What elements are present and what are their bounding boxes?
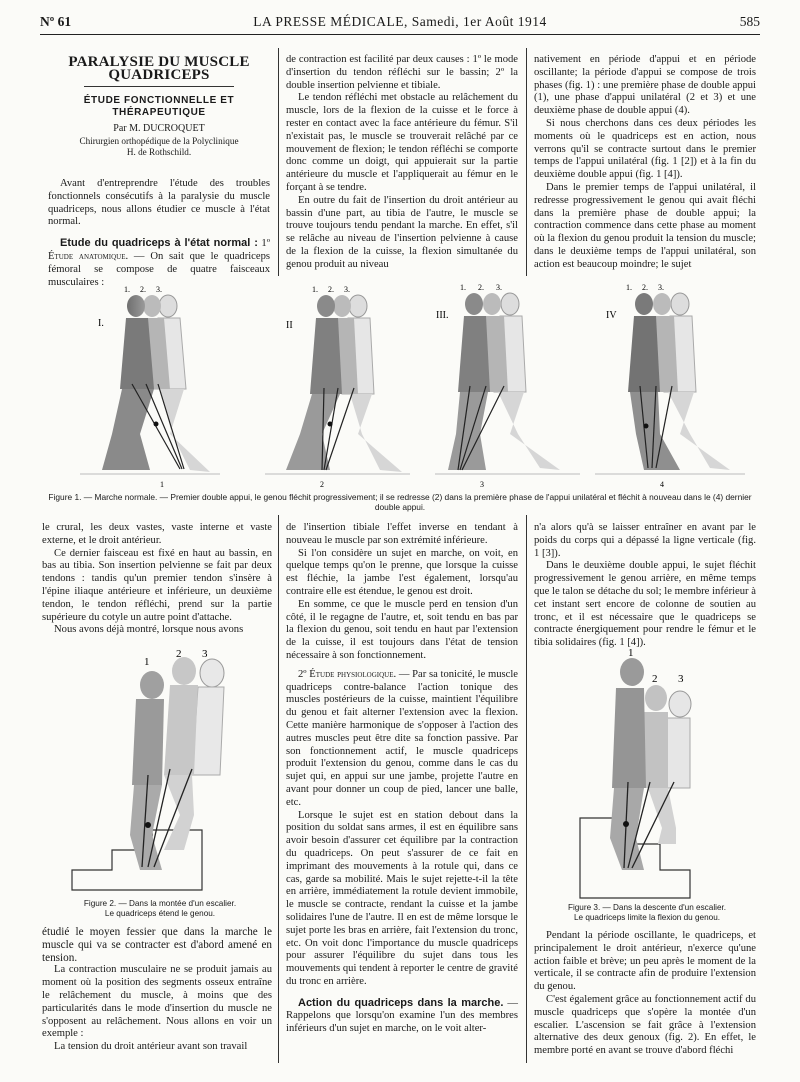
- figure-1-label-II: II: [286, 320, 293, 331]
- figure-1-number: 4: [660, 480, 664, 489]
- article-title: PARALYSIE DU MUSCLE QUADRICEPS: [68, 54, 250, 83]
- column-1-top: [48, 54, 270, 288]
- position-label: 1.: [626, 283, 632, 292]
- figure-1-caption: Figure 1. — Marche normale. — Premier double appui, le genou fléchit progressivement; il se redresse (2) dans la première phase de l'appui unilatéral et fléchit à nouveau dans le (4) dernier double appui.: [48, 492, 752, 513]
- position-label: 2.: [642, 283, 648, 292]
- paragraph: Etude du quadriceps à l'état normal : 1º Étude anatomique. — On sait que le quadriceps fémoral se compose de quatre faisceaux musculaires :: [48, 237, 270, 288]
- paragraph: de contraction est facilité par deux causes : 1º le mode d'insertion du tendon réfléchi sur le bassin; 2º la double insertion pelvienne et tibiale.: [286, 54, 518, 91]
- figure-3-label: 1: [628, 647, 634, 659]
- affiliation-2: H. de Rothschild.: [126, 146, 192, 157]
- section-heading: Action du quadriceps dans la marche.: [298, 996, 504, 1009]
- column-1-bottom-lower: [42, 926, 272, 1066]
- figure-2-label: 1: [144, 656, 150, 668]
- figure-2-illustration: [52, 645, 262, 895]
- column-3-bottom-lower: [534, 930, 756, 1070]
- paragraph: En outre du fait de l'insertion du droit antérieur au bassin d'une part, au tibia de l'autre, le muscle se trouve toujours tendu pendant la marche. En effet, s'il se relâche au niveau de l'insertion pelvienne à cause de la flexion de la cuisse, la flexion simultanée du genou produit au niveau: [286, 194, 518, 270]
- page-number: 585: [739, 14, 760, 29]
- figure-3-label: 2: [652, 673, 658, 685]
- paragraph: le crural, les deux vastes, vaste interne et vaste externe, et le droit antérieur.: [42, 522, 272, 546]
- title-rule: [84, 86, 234, 87]
- figure-1-label-III: III.: [436, 310, 449, 321]
- walking-figure-group-3: [435, 293, 580, 474]
- paragraph: Ce dernier faisceau est fixé en haut au bassin, en bas au tibia. Son insertion pelvienne se fait par deux tendons : tandis qu'un premier tendon s'insère à l'épine iliaque antérieure et inférieure, un deuxième tendon, le tendon réfléchi, prend sur la partie supérieure du cotyle un autre point d'attache.: [42, 547, 272, 623]
- column-3-bottom-upper: [534, 522, 756, 652]
- position-label: 2.: [328, 285, 334, 294]
- paragraph: Dans le deuxième double appui, le sujet fléchit progressivement le genou arrière, en même temps que le talon se détache du sol; le membre inférieur à cet instant sert encore de colonne de soutien au tronc, et il est nécessaire que le quadriceps se contracte énergiquement pour rendre le fémur et le tibia solidaires (fig. 1 [4]).: [534, 560, 756, 649]
- column-2-bottom: [286, 522, 518, 1070]
- paragraph: de l'insertion tibiale l'effet inverse en tendant à nouveau le muscle par son extrémité inférieure.: [286, 522, 518, 546]
- column-divider: [278, 48, 279, 276]
- figure-3-caption: Figure 3. — Dans la descente d'un escalier. Le quadriceps limite la flexion du genou.: [567, 903, 727, 922]
- paragraph: étudié le moyen fessier que dans la marche le muscle qui va se contracter est d'abord amené en tension.: [42, 926, 272, 964]
- affiliation-1: Chirurgien orthopédique de la Polyclinique: [79, 135, 239, 146]
- column-divider: [526, 48, 527, 276]
- position-label: 2.: [140, 285, 146, 294]
- position-label: 2.: [478, 283, 484, 292]
- figure-1-number: 1: [160, 480, 164, 489]
- position-label: 3.: [156, 285, 162, 294]
- paragraph: Dans le premier temps de l'appui unilatéral, il redresse progressivement le genou qui avait fléchi dans la première phase de double appui; la contraction commence dans cette phase au moment où la flexion du genou produit la tension du muscle; dans le deuxième temps de l'appui unilatéral, son action est beaucoup moindre; le sujet: [534, 181, 756, 270]
- paragraph: Action du quadriceps dans la marche. — Rappelons que lorsqu'on examine l'un des membres inférieurs d'un sujet en marche, on le voit alter-: [286, 996, 518, 1035]
- column-divider: [526, 515, 527, 1063]
- figure-3-illustration: [540, 648, 750, 906]
- paragraph: Avant d'entreprendre l'étude des troubles fonctionnels consécutifs à la paralysie du muscle quadriceps, nous allons étudier ce muscle à l'état normal.: [48, 177, 270, 228]
- paragraph: La tension du droit antérieur avant son travail: [54, 1041, 248, 1053]
- figure-2-label: 2: [176, 648, 182, 660]
- paragraph: n'a alors qu'à se laisser entraîner en avant par le poids du corps qui a dépassé la ligne verticale (fig. 1 [3]).: [534, 522, 756, 559]
- column-2-top: [286, 54, 518, 280]
- paragraph: Le tendon réfléchi met obstacle au relâchement du muscle, lors de la flexion de la cuisse et le force à rester en contact avec la face antérieure du fémur. S'il n'existait pas, le muscle se trouverait relâché par ce mouvement de flexion; le tendon réfléchi se comporte donc comme un doigt, qui appuierait sur la partie antérieure du muscle et l'appliquerait au fémur en le forçant à se tendre.: [286, 92, 518, 193]
- position-label: 3.: [658, 283, 664, 292]
- position-label: 1.: [312, 285, 318, 294]
- figure-1-label-I: I.: [98, 318, 104, 329]
- paragraph: nativement en période d'appui et en période oscillante; la période d'appui se compose de trois phases (fig. 1) : une première phase de double appui (1), une phase d'appui unilatéral (2 et 3) et une deuxième phase de double appui (4).: [534, 54, 756, 117]
- paragraph: Lorsque le sujet est en station debout dans la position du soldat sans armes, il est en équilibre sans avoir besoin d'assurer cet équilibre par la contraction du quadriceps. On peut s'assurer de ce fait en imprimant des mouvements à la rotule qui, dans ce cas, garde sa mobilité. Mais le sujet rejette-t-il la tête en arrière, immédiatement la rotule devient immobile, le muscle se contracte, rendant la cuisse et la jambe solidaires l'une de l'autre. Il en est de même lorsque le sujet porte les bras en arrière, fait l'extension du tronc, etc. On voit donc l'importance du muscle quadriceps pour assurer l'équilibre du sujet dans tous les mouvements qui tendent à reporter le centre de gravité du tronc en arrière.: [286, 809, 518, 987]
- paragraph: C'est également grâce au fonctionnement actif du muscle quadriceps que s'opère la montée d'un escalier. L'ascension se fait grâce à l'extension alternative des deux genoux (fig. 2). En effet, le membre porté en avant se trouve d'abord fléchi: [534, 993, 756, 1057]
- column-1-bottom-upper: [42, 522, 272, 642]
- page-header: [40, 8, 760, 35]
- section-heading: Etude du quadriceps à l'état normal :: [60, 237, 258, 250]
- position-label: 3.: [496, 283, 502, 292]
- paragraph: Si l'on considère un sujet en marche, on voit, en quelque temps qu'on le prenne, que lorsque la cuisse est fléchie, la jambe l'est également, lorsqu'au contraire elle est étendue, le genou est droit.: [286, 547, 518, 597]
- paragraph: La contraction musculaire ne se produit jamais au moment où la position des segments osseux entraîne le relâchement du muscle, à moins que des particularités dans le mode d'insertion du muscle ne s'opposent au relâchement. Nous allons en voir un exemple :: [42, 964, 272, 1040]
- position-label: 1.: [124, 285, 130, 294]
- figure-1-label-IV: IV: [606, 310, 617, 321]
- column-3-top: [534, 54, 756, 280]
- paragraph: 2º Étude physiologique. — Par sa tonicité, le muscle quadriceps contre-balance l'action tonique des muscles postérieurs de la cuisse, maintient l'équilibre du genou et fait alterner l'extension avec la flexion. Cette manière harmonique de s'opposer à l'action des autres muscles peut être dite sa fonction passive. Par son fonctionnement actif, le muscle quadriceps produit l'extension du genou, comme dans le cas du sujet qui, en appui sur une jambe, projette l'autre en avant pour donner un coup de pied, lancer une balle, etc.: [286, 668, 518, 808]
- paragraph: Nous avons déjà montré, lorsque nous avons: [54, 624, 244, 636]
- column-divider: [278, 515, 279, 1063]
- author: Par M. DUCROQUET: [113, 123, 205, 135]
- issue-number: Nº 61: [40, 14, 72, 29]
- figure-1-number: 2: [320, 480, 324, 489]
- walking-figure-group-4: [595, 293, 745, 474]
- figure-2-caption: Figure 2. — Dans la montée d'un escalier. Le quadriceps étend le genou.: [83, 899, 237, 918]
- figure-2-label: 3: [202, 648, 208, 660]
- paragraph: Pendant la période oscillante, le quadriceps, et principalement le droit antérieur, n'exerce qu'une action faible et brève; un peu après le moment de la verticale, il se contracte afin de produire l'extension du genou.: [534, 930, 756, 993]
- figure-3-label: 3: [678, 673, 684, 685]
- paragraph: En somme, ce que le muscle perd en tension d'un côté, il le regagne de l'autre, et, soit tendu en bas par la flexion du genou, soit tendu en haut par l'extension de la cuisse, il est toujours dans l'état de tension nécessaire à son fonctionnement.: [286, 598, 518, 661]
- position-label: 1.: [460, 283, 466, 292]
- figure-1-number: 3: [480, 480, 484, 489]
- article-subtitle: ÉTUDE FONCTIONNELLE ET THÉRAPEUTIQUE: [83, 94, 235, 119]
- journal-title: LA PRESSE MÉDICALE, Samedi, 1er Août 1914: [253, 14, 547, 29]
- position-label: 3.: [344, 285, 350, 294]
- figure-1-illustration: [40, 284, 760, 490]
- paragraph: Si nous cherchons dans ces deux périodes les moments où le quadriceps est en action, nous verrons qu'il se contracte surtout dans le premier temps de l'appui unilatéral (fig. 1 [2]) et à la fin du deuxième double appui (fig. 1 [4]).: [534, 117, 756, 181]
